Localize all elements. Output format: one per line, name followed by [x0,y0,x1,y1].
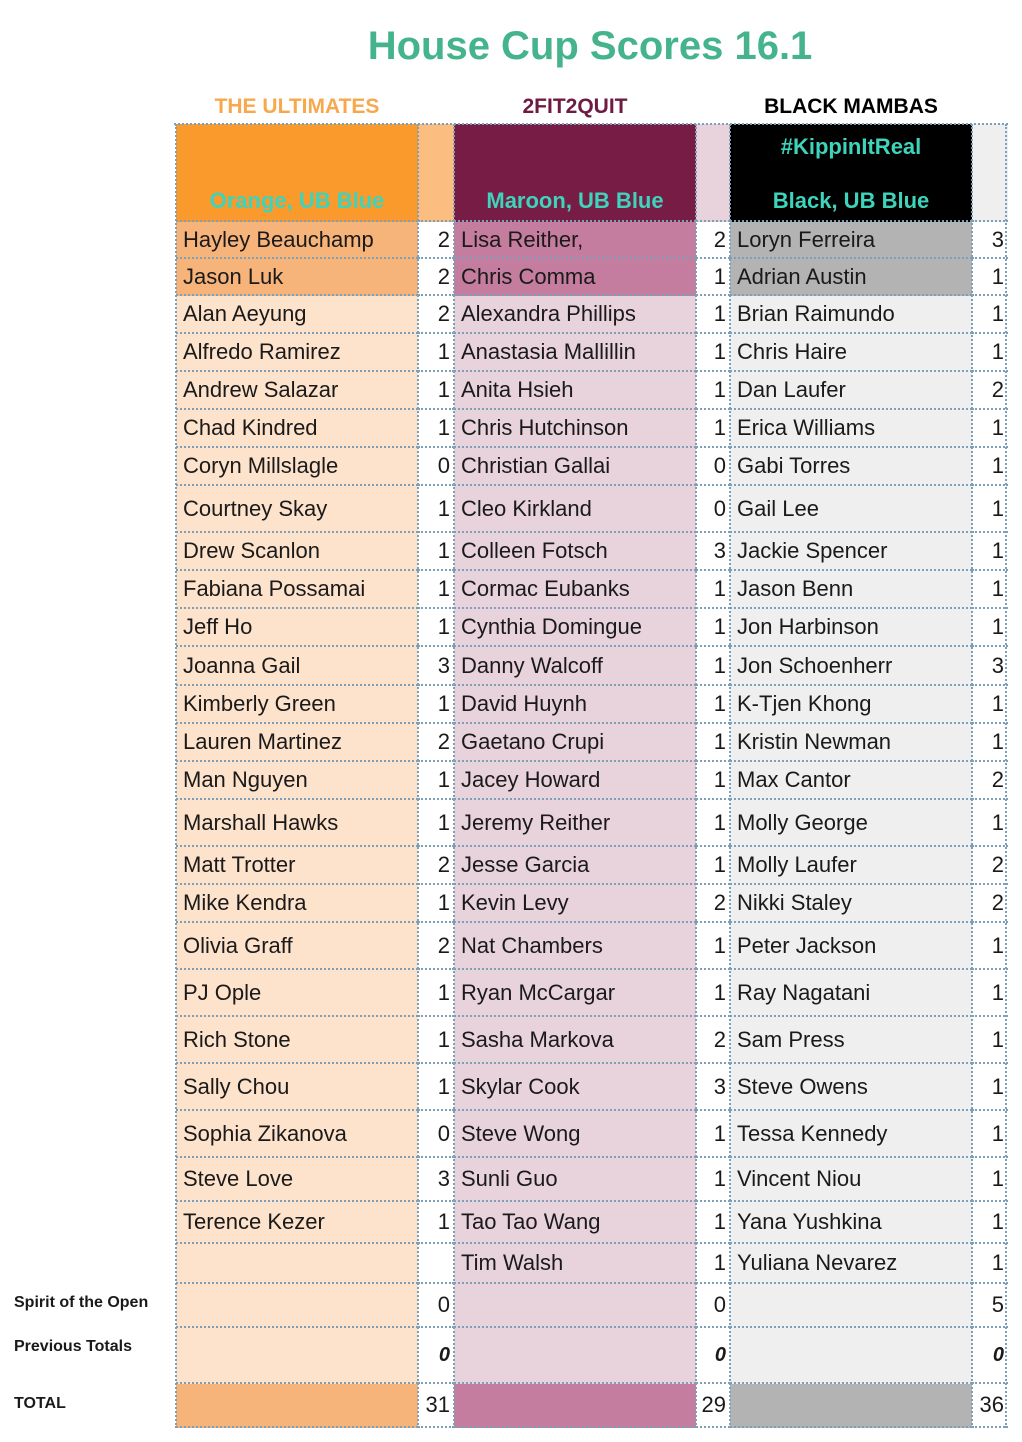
member-score: 3 [696,1064,730,1111]
member-name: Dan Laufer [730,372,972,410]
member-name: Jon Schoenherr [730,647,972,686]
member-name: Max Cantor [730,762,972,800]
previous-fill [454,1328,696,1384]
team-header-2fit2quit [454,124,696,222]
grid-line [971,124,973,1428]
member-score: 1 [696,334,730,372]
member-name: Vincent Niou [730,1158,972,1202]
total-fill [176,1384,418,1428]
total-fill [730,1384,972,1428]
member-score: 1 [972,410,1008,448]
member-name: Molly George [730,800,972,847]
team-name-black-mambas: BLACK MAMBAS [764,95,938,118]
member-name: Fabiana Possamai [176,571,418,609]
member-name: Jacey Howard [454,762,696,800]
member-name: Jeff Ho [176,609,418,647]
member-name: Joanna Gail [176,647,418,686]
member-name: Gaetano Crupi [454,724,696,762]
spirit-fill [454,1284,696,1328]
member-score: 1 [972,334,1008,372]
member-score: 1 [972,800,1008,847]
member-name: Jackie Spencer [730,533,972,571]
member-name: Chris Hutchinson [454,410,696,448]
member-score: 2 [972,762,1008,800]
member-score: 1 [418,571,454,609]
member-score: 2 [418,259,454,296]
member-name: Skylar Cook [454,1064,696,1111]
total-score: 29 [696,1384,730,1428]
member-score: 2 [972,372,1008,410]
member-score: 2 [696,885,730,923]
page-title: House Cup Scores 16.1 [367,24,813,68]
member-name: Jon Harbinson [730,609,972,647]
member-name: Rich Stone [176,1017,418,1064]
member-score: 1 [696,1158,730,1202]
member-name: Anita Hsieh [454,372,696,410]
row-label-total: TOTAL [14,1395,66,1412]
member-score: 1 [972,1111,1008,1158]
member-score: 1 [418,800,454,847]
team-header-score-the-ultimates [418,124,454,222]
member-score: 2 [972,885,1008,923]
total-fill [454,1384,696,1428]
member-score: 2 [418,847,454,885]
member-name: Cynthia Domingue [454,609,696,647]
member-name: Jeremy Reither [454,800,696,847]
member-score [418,1244,454,1284]
member-score: 1 [418,762,454,800]
team-header-score-2fit2quit [696,124,730,222]
member-name: Andrew Salazar [176,372,418,410]
member-score: 1 [972,1202,1008,1244]
team-name-2fit2quit: 2FIT2QUIT [522,95,628,118]
member-name: Nikki Staley [730,885,972,923]
member-name: Gabi Torres [730,448,972,486]
member-score: 1 [972,571,1008,609]
member-name: Tao Tao Wang [454,1202,696,1244]
member-score: 1 [696,800,730,847]
member-score: 1 [418,609,454,647]
member-name: Tim Walsh [454,1244,696,1284]
row-label-previous-totals: Previous Totals [14,1338,132,1355]
member-score: 1 [696,923,730,970]
member-score: 0 [418,1111,454,1158]
member-score: 1 [418,486,454,533]
member-name: Coryn Millslagle [176,448,418,486]
member-score: 1 [972,923,1008,970]
grid-line [1005,124,1007,1428]
team-colors-label: Orange, UB Blue [209,188,385,213]
member-score: 1 [972,609,1008,647]
member-name: Courtney Skay [176,486,418,533]
member-score: 0 [696,448,730,486]
member-score: 1 [696,847,730,885]
team-colors-label: Maroon, UB Blue [486,188,664,213]
member-name: Jason Benn [730,571,972,609]
member-score: 1 [696,259,730,296]
team-header-the-ultimates [176,124,418,222]
spirit-score: 5 [972,1284,1008,1328]
member-name: Man Nguyen [176,762,418,800]
member-name: K-Tjen Khong [730,686,972,724]
member-name: Chad Kindred [176,410,418,448]
member-score: 1 [696,571,730,609]
member-score: 1 [696,372,730,410]
member-name: Kevin Levy [454,885,696,923]
member-name: Mike Kendra [176,885,418,923]
member-name: Hayley Beauchamp [176,222,418,259]
member-name: Chris Comma [454,259,696,296]
member-score: 0 [696,486,730,533]
member-score: 1 [696,1244,730,1284]
member-score: 2 [418,222,454,259]
member-score: 1 [696,1111,730,1158]
member-score: 1 [696,762,730,800]
member-name: Lisa Reither, [454,222,696,259]
member-name: Erica Williams [730,410,972,448]
team-hashtag: #KippinItReal [780,134,922,159]
member-score: 2 [418,724,454,762]
member-score: 3 [696,533,730,571]
member-name: Sasha Markova [454,1017,696,1064]
total-score: 31 [418,1384,454,1428]
member-name: Steve Love [176,1158,418,1202]
member-score: 1 [972,1158,1008,1202]
member-name: Loryn Ferreira [730,222,972,259]
member-score: 1 [696,609,730,647]
grid-line [453,124,455,1428]
member-score: 2 [418,923,454,970]
member-score: 2 [696,1017,730,1064]
grid-line [175,124,177,1428]
member-score: 1 [972,686,1008,724]
member-name: Cormac Eubanks [454,571,696,609]
member-name: Sunli Guo [454,1158,696,1202]
member-name: Adrian Austin [730,259,972,296]
previous-score: 0 [418,1328,454,1384]
member-score: 3 [972,647,1008,686]
member-name: Alan Aeyung [176,296,418,334]
member-score: 1 [972,724,1008,762]
member-score: 1 [418,1017,454,1064]
previous-score: 0 [696,1328,730,1384]
member-score: 1 [418,372,454,410]
member-name: Sally Chou [176,1064,418,1111]
member-name: Sophia Zikanova [176,1111,418,1158]
member-name: Christian Gallai [454,448,696,486]
member-name: Jesse Garcia [454,847,696,885]
grid-line [417,124,419,1428]
spirit-fill [730,1284,972,1328]
member-score: 1 [972,533,1008,571]
member-name: Olivia Graff [176,923,418,970]
grid-line [729,124,731,1428]
member-score: 2 [418,296,454,334]
member-score: 1 [418,410,454,448]
member-name: Anastasia Mallillin [454,334,696,372]
member-score: 1 [972,1244,1008,1284]
member-name: Danny Walcoff [454,647,696,686]
team-header-black-mambas [730,124,972,222]
member-score: 1 [696,686,730,724]
member-name: Yana Yushkina [730,1202,972,1244]
member-name: Alexandra Phillips [454,296,696,334]
member-name: Kristin Newman [730,724,972,762]
member-name: Yuliana Nevarez [730,1244,972,1284]
grid-line [695,124,697,1428]
member-name: Sam Press [730,1017,972,1064]
member-score: 1 [696,296,730,334]
previous-score: 0 [972,1328,1008,1384]
previous-fill [730,1328,972,1384]
member-name: Jason Luk [176,259,418,296]
member-name: Molly Laufer [730,847,972,885]
grid-line [174,123,1008,125]
member-score: 1 [418,1064,454,1111]
member-name: Matt Trotter [176,847,418,885]
member-score: 1 [972,1064,1008,1111]
member-name: Lauren Martinez [176,724,418,762]
member-name: Gail Lee [730,486,972,533]
member-score: 1 [418,686,454,724]
team-header-score-black-mambas [972,124,1008,222]
member-name: Chris Haire [730,334,972,372]
member-name: David Huynh [454,686,696,724]
member-score: 1 [972,486,1008,533]
member-score: 1 [696,410,730,448]
member-score: 1 [972,1017,1008,1064]
member-name: PJ Ople [176,970,418,1017]
member-name: Marshall Hawks [176,800,418,847]
member-name: Alfredo Ramirez [176,334,418,372]
team-colors-label: Black, UB Blue [772,188,930,213]
spirit-score: 0 [418,1284,454,1328]
member-score: 2 [972,847,1008,885]
member-score: 1 [696,647,730,686]
member-name: Peter Jackson [730,923,972,970]
member-name: Ray Nagatani [730,970,972,1017]
member-score: 1 [418,970,454,1017]
member-score: 1 [696,970,730,1017]
member-name: Steve Owens [730,1064,972,1111]
member-name: Ryan McCargar [454,970,696,1017]
member-name: Terence Kezer [176,1202,418,1244]
previous-fill [176,1328,418,1384]
member-name: Cleo Kirkland [454,486,696,533]
member-score: 3 [972,222,1008,259]
member-name [176,1244,418,1284]
member-score: 1 [418,1202,454,1244]
member-name: Brian Raimundo [730,296,972,334]
row-label-spirit: Spirit of the Open [14,1294,149,1311]
spirit-score: 0 [696,1284,730,1328]
member-name: Tessa Kennedy [730,1111,972,1158]
member-name: Kimberly Green [176,686,418,724]
member-score: 1 [696,1202,730,1244]
member-score: 1 [418,533,454,571]
member-score: 0 [418,448,454,486]
member-name: Drew Scanlon [176,533,418,571]
member-name: Steve Wong [454,1111,696,1158]
member-score: 1 [696,724,730,762]
total-score: 36 [972,1384,1008,1428]
member-score: 3 [418,647,454,686]
member-score: 1 [972,296,1008,334]
member-score: 3 [418,1158,454,1202]
member-name: Colleen Fotsch [454,533,696,571]
member-score: 2 [696,222,730,259]
member-score: 1 [972,970,1008,1017]
member-score: 1 [972,448,1008,486]
spirit-fill [176,1284,418,1328]
member-score: 1 [418,885,454,923]
member-score: 1 [418,334,454,372]
team-name-ultimates: THE ULTIMATES [214,95,380,118]
member-score: 1 [972,259,1008,296]
member-name: Nat Chambers [454,923,696,970]
